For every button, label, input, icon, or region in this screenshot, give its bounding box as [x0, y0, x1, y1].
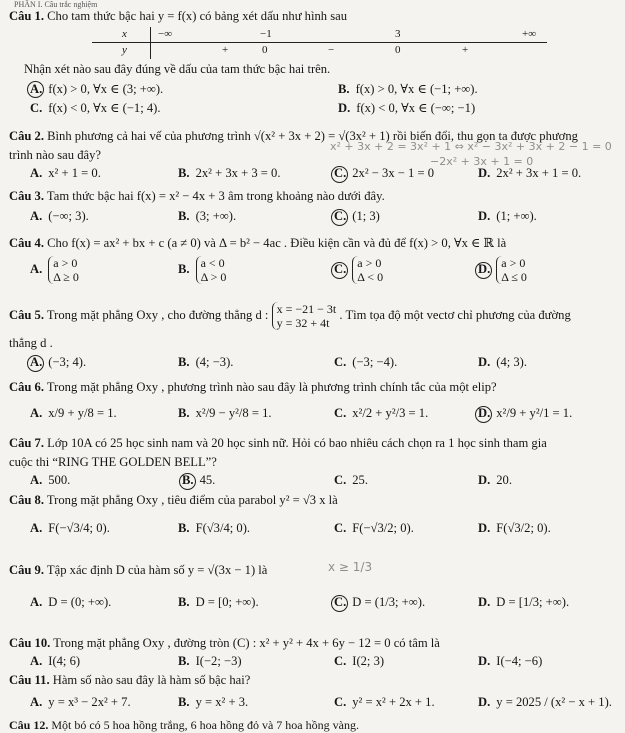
question-number: Câu 3. [9, 189, 44, 203]
option-b[interactable]: B. (3; +∞). [178, 209, 237, 223]
table-cell: y [122, 44, 127, 56]
question-text: Tập xác định D của hàm số y = √(3x − 1) là [46, 563, 268, 577]
option-c[interactable]: C. I(2; 3) [334, 654, 385, 668]
question-number: Câu 1. [9, 9, 44, 23]
question-text: Tam thức bậc hai f(x) = x² − 4x + 3 âm trong khoảng nào dưới đây. [46, 189, 385, 203]
option-a[interactable]: A. x/9 + y/8 = 1. [30, 406, 117, 420]
option-a[interactable]: A. D = (0; +∞). [30, 595, 112, 609]
option-c[interactable]: C. f(x) < 0, ∀x ∈ (−1; 4). [30, 101, 161, 115]
option-a[interactable]: A. x² + 1 = 0. [30, 166, 101, 180]
option-d[interactable]: D. y = 2025 / (x² − x + 1). [478, 695, 612, 709]
table-cell: −∞ [158, 28, 173, 40]
option-b[interactable]: B. x²/9 − y²/8 = 1. [178, 406, 272, 420]
option-c[interactable]: C. F(−√3/2; 0). [334, 521, 414, 535]
question-number: Câu 9. [9, 563, 44, 577]
question-5: Câu 5. Trong mặt phẳng Oxy , cho đường thẳng d : x = −21 − 3t y = 32 + 4t . Tìm tọa độ một vectơ chỉ phương của đường [9, 302, 571, 330]
table-cell: − [328, 44, 335, 56]
question-4 [9, 235, 506, 251]
question-1 [9, 9, 347, 24]
question-number: Câu 2. [9, 129, 44, 143]
question-text-continued: cuộc thi “RING THE GOLDEN BELL”? [9, 455, 217, 469]
option-c[interactable]: C. (1; 3) [334, 209, 380, 223]
option-b[interactable]: B. f(x) > 0, ∀x ∈ (−1; +∞). [338, 82, 478, 96]
option-a[interactable]: A. F(−√3/4; 0). [30, 521, 110, 535]
option-c[interactable]: C. 25. [334, 473, 368, 487]
question-7 [9, 436, 547, 451]
option-d[interactable]: D. F(√3/2; 0). [478, 521, 551, 535]
option-d[interactable]: D. a > 0 Δ ≤ 0 [478, 256, 527, 284]
option-b[interactable]: B. I(−2; −3) [178, 654, 242, 668]
question-number: Câu 6. [9, 380, 44, 394]
option-d[interactable]: D. 2x² + 3x + 1 = 0. [478, 166, 582, 180]
table-cell: + [462, 44, 469, 56]
question-number: Câu 5. [9, 307, 44, 322]
question-12 [9, 718, 359, 733]
option-b[interactable]: B. 45. [182, 473, 216, 487]
option-a[interactable]: A. (−∞; 3). [30, 209, 89, 223]
option-b[interactable]: B. a < 0 Δ > 0 [178, 256, 227, 284]
question-text: Một bó có 5 hoa hồng trắng, 6 hoa hồng đỏ và 7 hoa hồng vàng. [51, 718, 359, 732]
option-b[interactable]: B. 2x² + 3x + 3 = 0. [178, 166, 281, 180]
question-text: Cho tam thức bậc hai y = f(x) có bảng xét dấu như hình sau [47, 9, 347, 23]
question-number: Câu 8. [9, 493, 44, 507]
page-header: PHẦN I. Câu trắc nghiệm [14, 0, 98, 9]
option-c[interactable]: C. y² = x² + 2x + 1. [334, 695, 435, 709]
question-prompt: Nhận xét nào sau đây đúng về dấu của tam thức bậc hai trên. [24, 62, 331, 76]
sign-table [92, 27, 547, 59]
question-text: Trong mặt phẳng Oxy , tiêu điểm của parabol y² = √3 x là [46, 493, 338, 507]
question-9 [9, 563, 267, 578]
handwritten-work: x ≥ 1/3 [328, 560, 373, 574]
question-text: Bình phương cả hai vế của phương trình √(x² + 3x + 2) = √(3x² + 1) rồi biến đổi, thu gọn ta được phương [47, 129, 578, 143]
question-number: Câu 11. [9, 673, 50, 687]
option-b[interactable]: B. (4; −3). [178, 355, 234, 369]
handwritten-work: x² + 3x + 2 = 3x² + 1 ⇔ x² − 3x² + 3x + 2 − 1 = 0 [330, 140, 612, 153]
table-cell: +∞ [522, 28, 537, 40]
question-number: Câu 12. [9, 718, 49, 732]
table-divider-vertical [150, 27, 151, 59]
question-11 [9, 673, 250, 688]
table-divider [92, 42, 547, 43]
question-text: Hàm số nào sau đây là hàm số bậc hai? [52, 673, 251, 687]
option-a[interactable]: A. I(4; 6) [30, 654, 81, 668]
question-text-continued: thẳng d . [9, 336, 53, 350]
option-c[interactable]: C. a > 0 Δ < 0 [334, 256, 384, 284]
option-a[interactable]: A. (−3; 4). [30, 355, 87, 369]
handwritten-work: −2x² + 3x + 1 = 0 [430, 155, 534, 168]
line-parametric-system: x = −21 − 3t y = 32 + 4t [272, 302, 337, 330]
option-b[interactable]: B. F(√3/4; 0). [178, 521, 251, 535]
option-b[interactable]: B. y = x² + 3. [178, 695, 249, 709]
table-cell: 3 [395, 28, 401, 40]
table-cell: + [222, 44, 229, 56]
question-number: Câu 7. [9, 436, 44, 450]
option-c[interactable]: C. x²/2 + y²/3 = 1. [334, 406, 429, 420]
option-a[interactable]: A. a > 0 Δ ≥ 0 [30, 256, 79, 284]
question-number: Câu 4. [9, 236, 44, 250]
table-cell: −1 [260, 28, 272, 40]
option-d[interactable]: D. (1; +∞). [478, 209, 537, 223]
question-10 [9, 636, 440, 651]
question-text-continued: trình nào sau đây? [9, 148, 101, 162]
question-8 [9, 493, 338, 508]
option-d[interactable]: D. 20. [478, 473, 512, 487]
option-d[interactable]: D. f(x) < 0, ∀x ∈ (−∞; −1) [338, 101, 476, 115]
option-b[interactable]: B. D = [0; +∞). [178, 595, 259, 609]
question-text: Lớp 10A có 25 học sinh nam và 20 học sinh nữ. Hỏi có bao nhiêu cách chọn ra 1 học sinh tham gia [47, 436, 547, 450]
question-number: Câu 10. [9, 636, 51, 650]
question-text: Cho f(x) = ax² + bx + c (a ≠ 0) và Δ = b² − 4ac . Điều kiện cần và đủ để f(x) > 0, ∀x ∈ ℝ là [47, 236, 507, 250]
table-cell: 0 [395, 44, 401, 56]
question-6 [9, 380, 497, 395]
option-d[interactable]: D. D = [1/3; +∞). [478, 595, 570, 609]
question-text: Trong mặt phẳng Oxy , phương trình nào sau đây là phương trình chính tắc của một elip? [46, 380, 497, 394]
question-3 [9, 189, 385, 204]
option-c[interactable]: C. (−3; −4). [334, 355, 398, 369]
option-d[interactable]: D. x²/9 + y²/1 = 1. [478, 406, 573, 420]
option-a[interactable]: A. f(x) > 0, ∀x ∈ (3; +∞). [30, 82, 164, 96]
table-cell: x [122, 28, 127, 40]
question-text: Trong mặt phẳng Oxy , đường tròn (C) : x² + y² + 4x + 6y − 12 = 0 có tâm là [53, 636, 440, 650]
table-cell: 0 [262, 44, 268, 56]
option-c[interactable]: C. D = (1/3; +∞). [334, 595, 426, 609]
question-text: Trong mặt phẳng Oxy , cho đường thẳng d : [46, 307, 269, 322]
option-a[interactable]: A. 500. [30, 473, 71, 487]
option-a[interactable]: A. y = x³ − 2x² + 7. [30, 695, 131, 709]
option-d[interactable]: D. I(−4; −6) [478, 654, 543, 668]
option-c[interactable]: C. 2x² − 3x − 1 = 0 [334, 166, 435, 180]
option-d[interactable]: D. (4; 3). [478, 355, 528, 369]
